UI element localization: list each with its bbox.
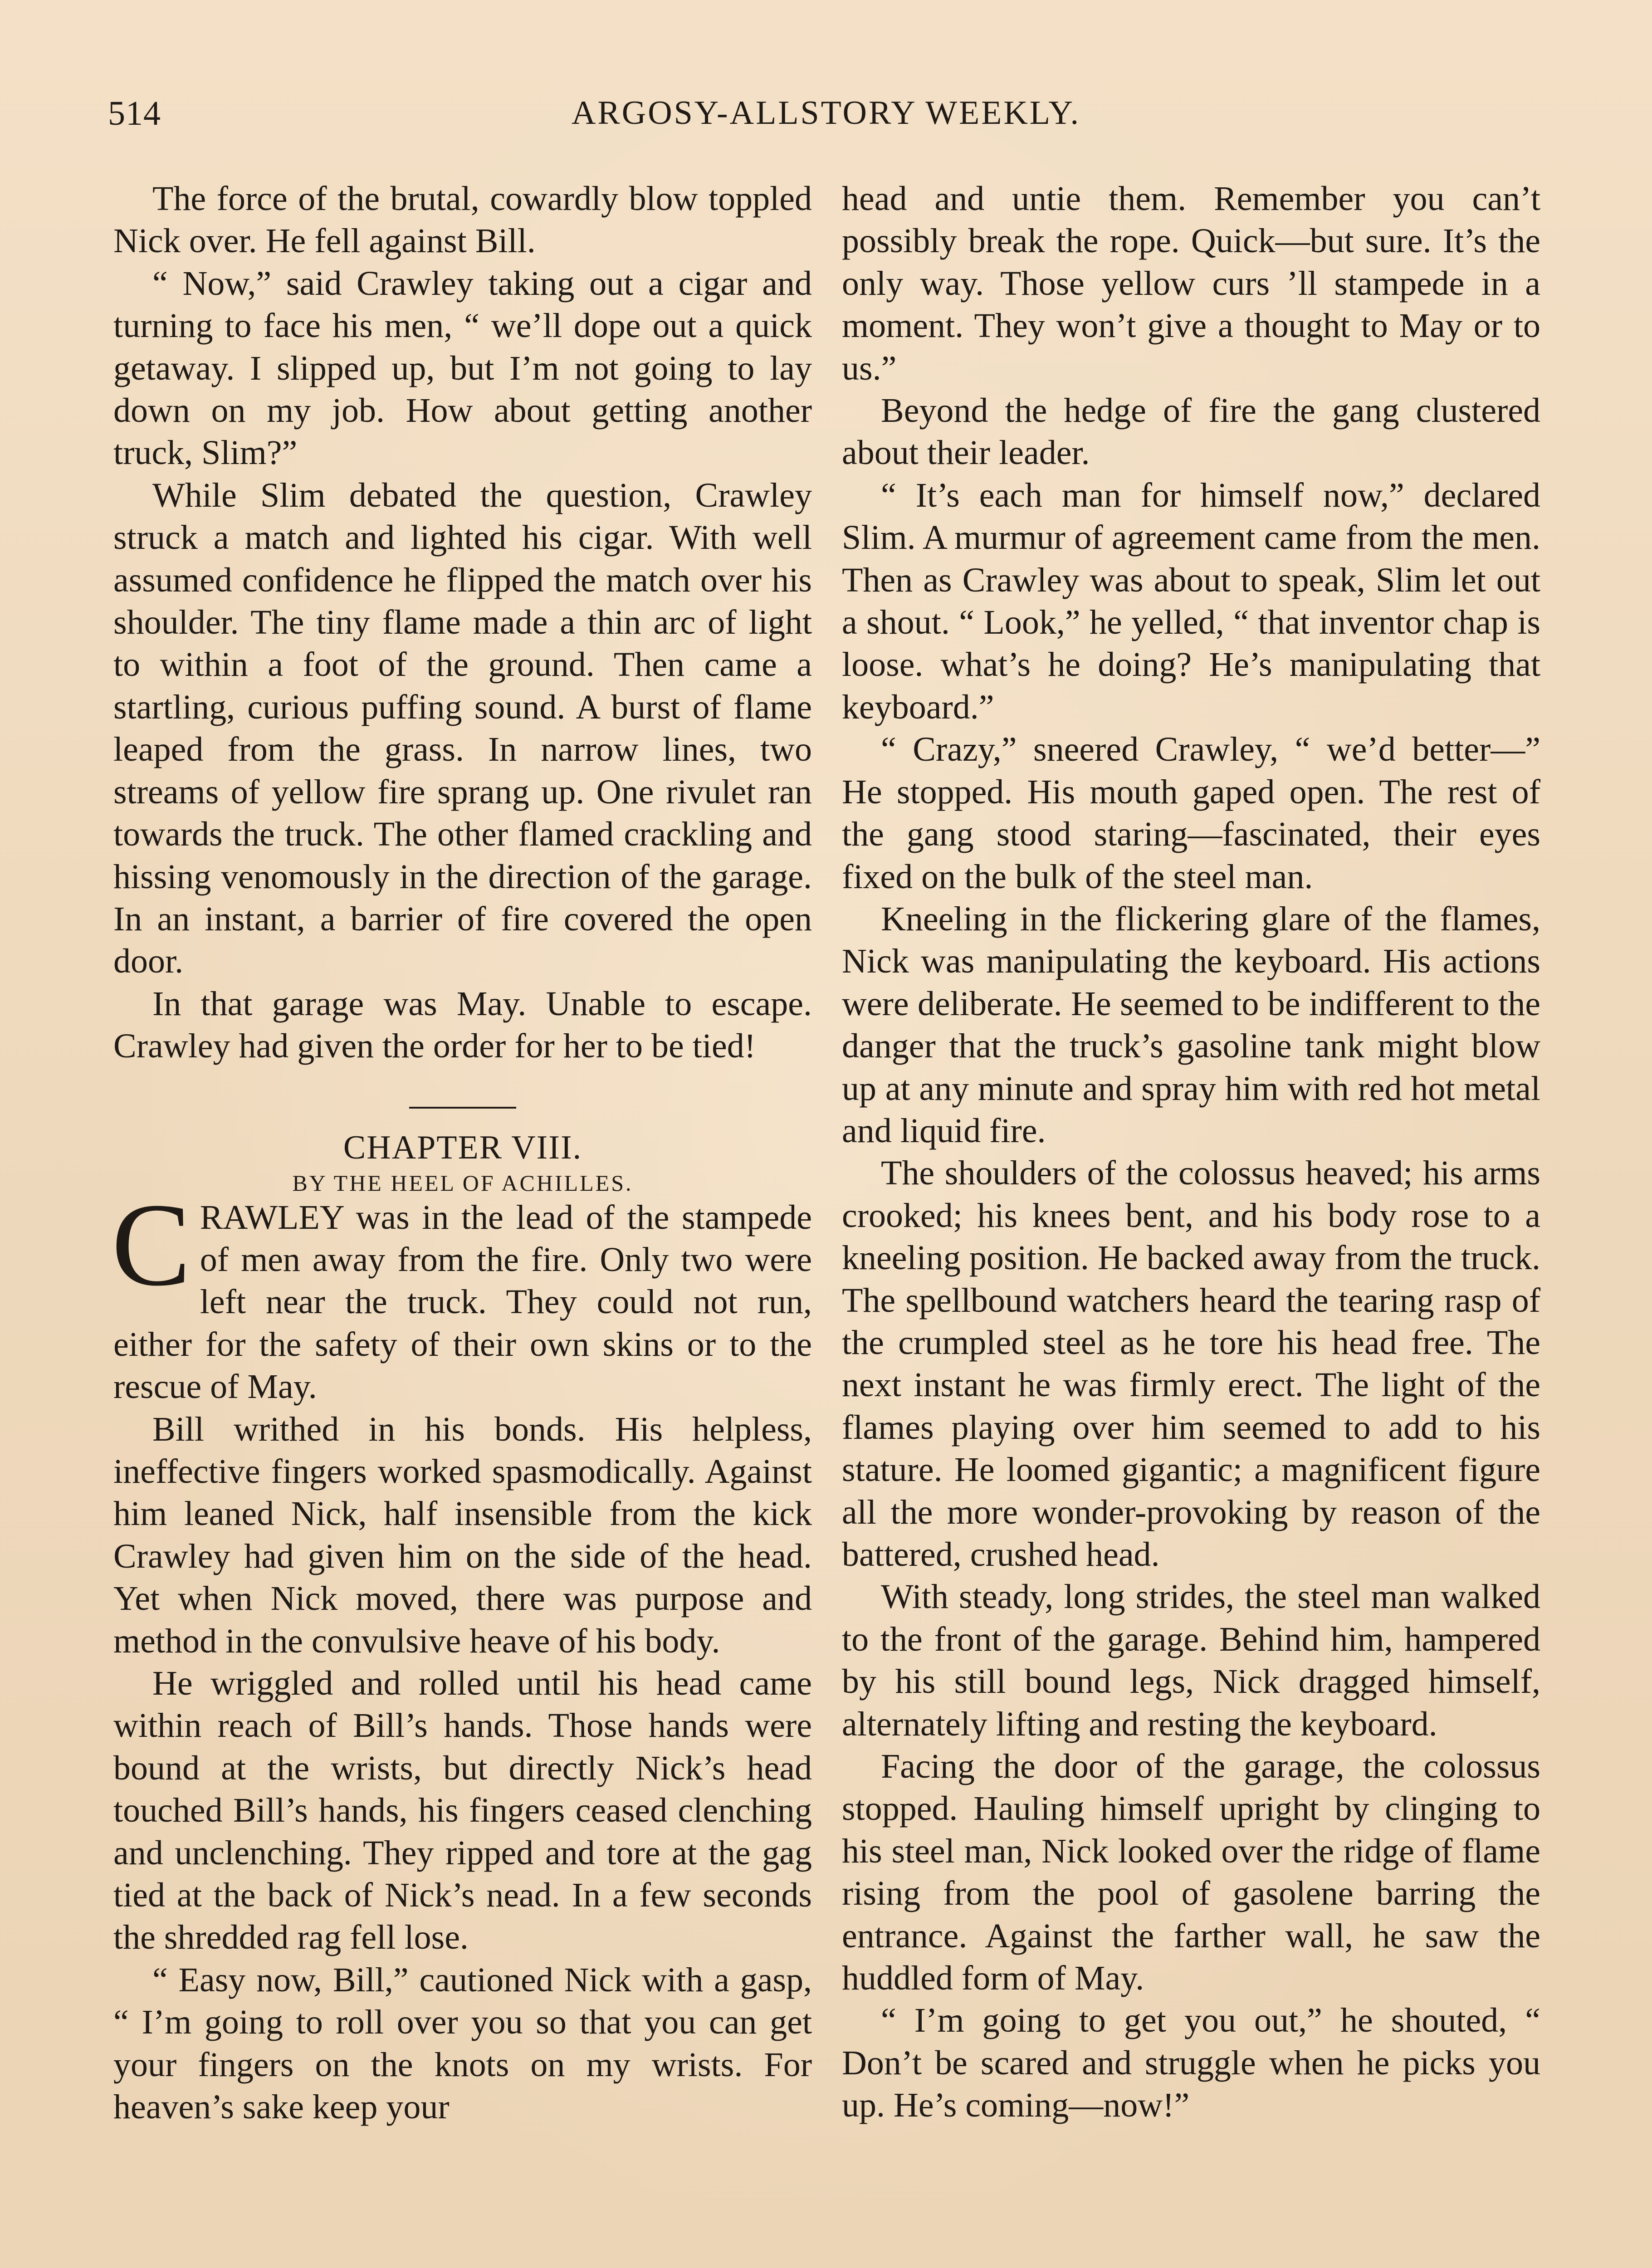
paragraph: “ It’s each man for himself now,” declared Slim. A murmur of agreement came from the men. Then as Crawley was about to speak, Slim let out a shout. “ Look,” he yelled, “ that inventor chap is loose. what’s he doing? He’s manipulating that keyboard.” (842, 476, 1540, 726)
paragraph: Bill writhed in his bonds. His helpless, ineffective fingers worked spasmodically. Against him leaned Nick, half insensible from the kick Crawley had given him on the side of the head. Yet when Nick moved, there was purpose and method in the convulsive heave of his body. (113, 1410, 812, 1660)
right-column (842, 178, 1540, 2127)
continued-paragraph: head and untie them. Remember you can’t possibly break the rope. Quick—but sure. It’s the only way. Those yellow curs ’ll stampede in a moment. They won’t give a thought to May or to us.” (842, 180, 1540, 387)
paragraph: The force of the brutal, cowardly blow toppled Nick over. He fell against Bill. (113, 180, 812, 260)
paragraph: The shoulders of the colossus heaved; his arms crooked; his knees bent, and his body rose to a kneeling position. He backed away from the truck. The spellbound watchers heard the tearing rasp of the crumpled steel as he tore his head free. The next instant he was firmly erect. The light of the flames playing over him seemed to add to his stature. He loomed gigantic; a magnificent figure all the more wonder-provoking by reason of the battered, crushed head. (842, 1154, 1540, 1574)
opening-text: RAWLEY was in the lead of the stampede of men away from the fire. Only two were left near the truck. They could not run, either for the safety of their own skins or to the rescue of May. (113, 1198, 812, 1406)
paragraph: While Slim debated the question, Crawley struck a match and lighted his cigar. With well assumed confidence he flipped the match over his shoulder. The tiny flame made a thin arc of light to within a foot of the ground. Then came a startling, curious puffing sound. A burst of flame leaped from the grass. In narrow lines, two streams of yellow fire sprang up. One rivulet ran towards the truck. The other flamed crackling and hissing venomously in the direction of the garage. In an instant, a barrier of fire covered the open door. (113, 476, 812, 981)
drop-cap: C (112, 1178, 191, 1310)
paragraph: “ Crazy,” sneered Crawley, “ we’d better—” He stopped. His mouth gaped open. The rest of the gang stood staring—fascinated, their eyes fixed on the bulk of the steel man. (842, 730, 1540, 896)
page-number: 514 (108, 94, 161, 132)
section-divider (409, 1107, 516, 1109)
paragraph: With steady, long strides, the steel man walked to the front of the garage. Behind him, hampered by his still bound legs, Nick dragged himself, alternately lifting and resting the keyboard. (842, 1578, 1540, 1743)
paragraph: “ Easy now, Bill,” cautioned Nick with a gasp, “ I’m going to roll over you so that you can get your fingers on the knots on my wrists. For heaven’s sake keep your (113, 1960, 812, 2126)
paragraph: Facing the door of the garage, the colossus stopped. Hauling himself upright by clinging to his steel man, Nick looked over the ridge of flame rising from the pool of gasolene barring the entrance. Against the farther wall, he saw the huddled form of May. (842, 1747, 1540, 1998)
paragraph: Beyond the hedge of fire the gang clustered about their leader. (842, 391, 1540, 472)
chapter-title: CHAPTER VIII. (343, 1129, 582, 1166)
paragraph: Kneeling in the flickering glare of the flames, Nick was manipulating the keyboard. His actions were deliberate. He seemed to be indifferent to the danger that the truck’s gasoline tank might blow up at any minute and spray him with red hot metal and liquid fire. (842, 899, 1540, 1150)
running-title: ARGOSY-ALLSTORY WEEKLY. (571, 94, 1081, 132)
paragraph: “ I’m going to get you out,” he shouted, “ Don’t be scared and struggle when he picks you up. He’s coming—now!” (842, 2001, 1540, 2125)
chapter-subtitle: BY THE HEEL OF ACHILLES. (292, 1170, 633, 1196)
left-column (113, 178, 812, 2128)
paragraph: He wriggled and rolled until his head came within reach of Bill’s hands. Those hands were bound at the wrists, but directly Nick’s head touched Bill’s hands, his fingers ceased clenching and unclenching. They ripped and tore at the gag tied at the back of Nick’s nead. In a few seconds the shredded rag fell lose. (113, 1664, 812, 1957)
paragraph: “ Now,” said Crawley taking out a cigar and turning to face his men, “ we’ll dope out a quick getaway. I slipped up, but I’m not going to lay down on my job. How about getting another truck, Slim?” (113, 264, 812, 472)
paragraph: In that garage was May. Unable to escape. Crawley had given the order for her to be tied! (113, 984, 812, 1066)
